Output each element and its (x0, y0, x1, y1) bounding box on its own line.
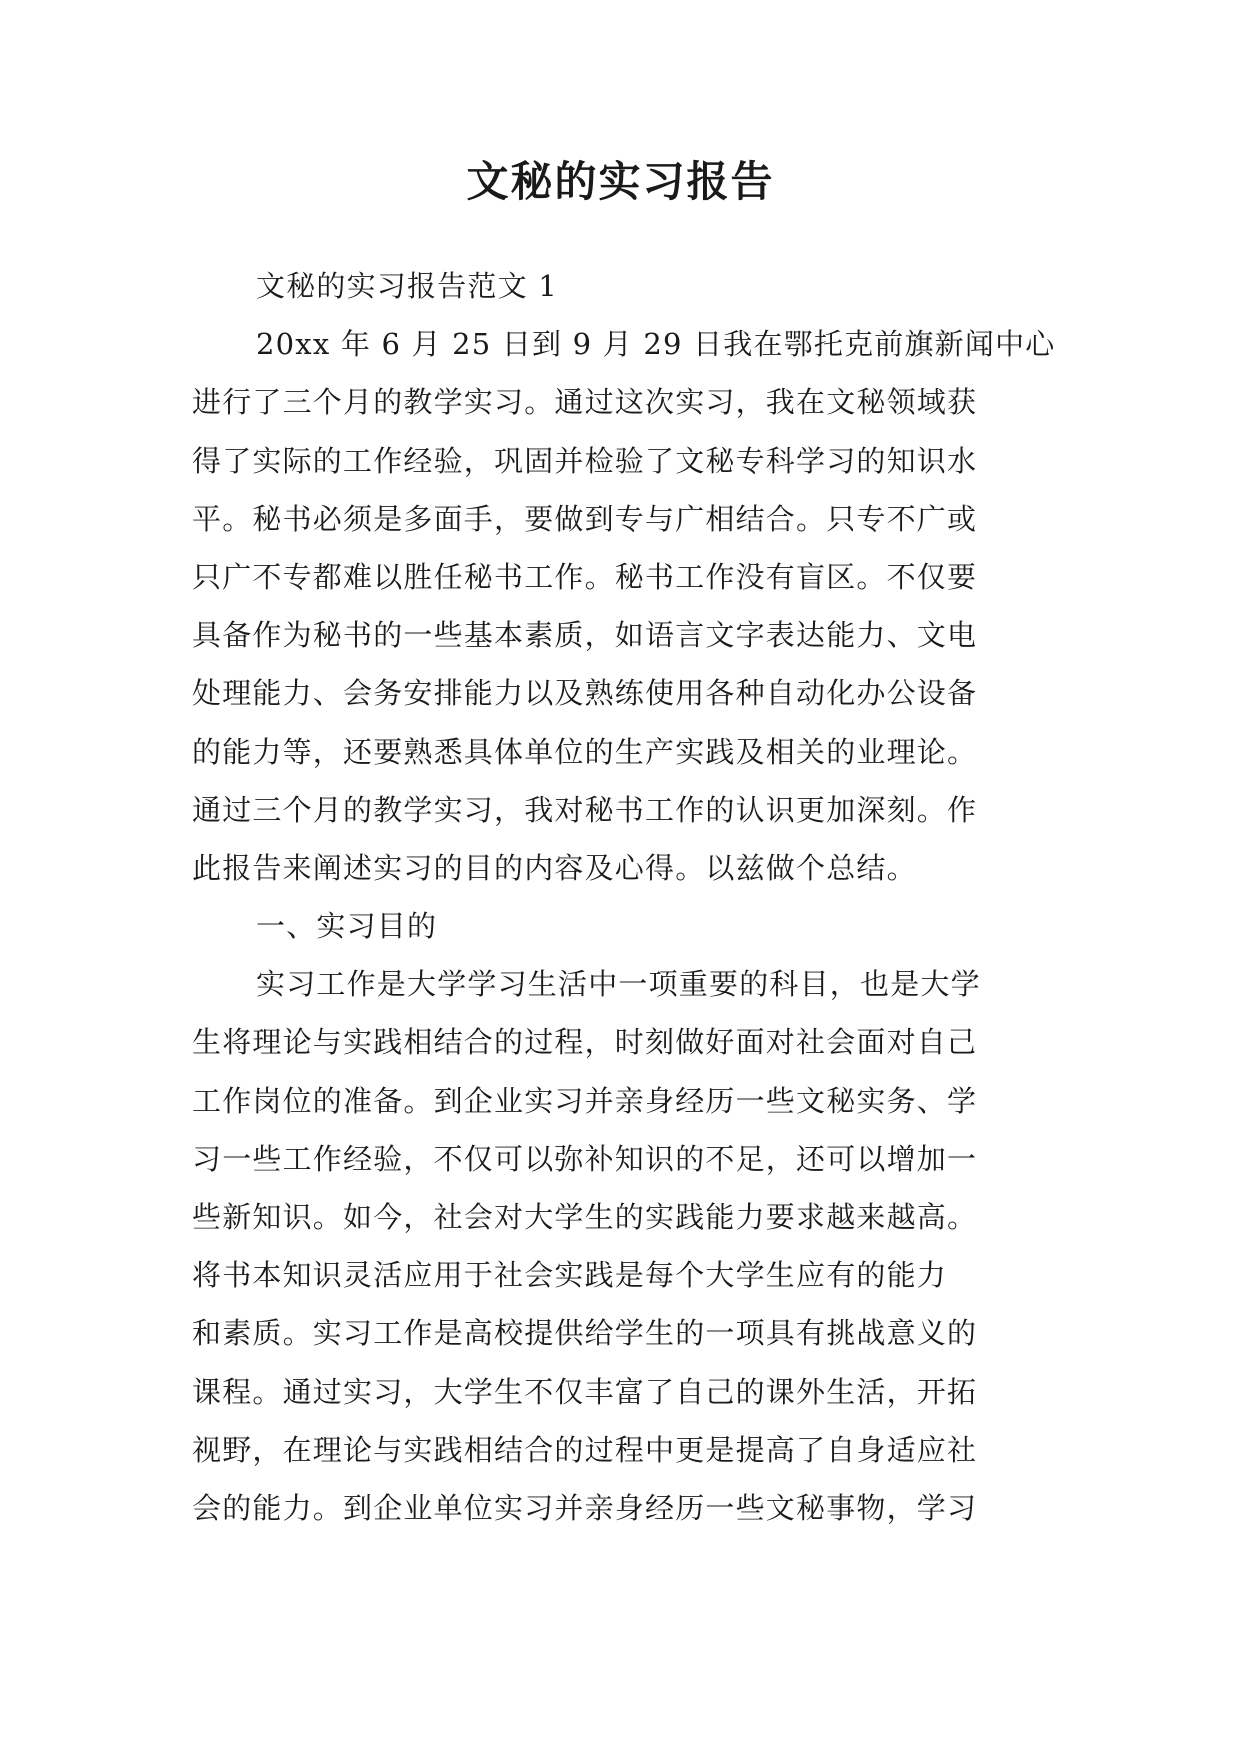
paragraph-line: 处理能力、会务安排能力以及熟练使用各种自动化办公设备 (192, 676, 978, 711)
section-heading: 文秘的实习报告范文 1 (256, 269, 558, 303)
section-heading: 一、实习目的 (256, 909, 438, 944)
paragraph-line: 20xx 年 6 月 25 日到 9 月 29 日我在鄂托克前旗新闻中心 (256, 327, 1056, 362)
paragraph-line: 实习工作是大学学习生活中一项重要的科目，也是大学 (256, 967, 981, 1002)
paragraph-line: 视野，在理论与实践相结合的过程中更是提高了自身适应社 (192, 1432, 978, 1467)
paragraph-line: 得了实际的工作经验，巩固并检验了文秘专科学习的知识水 (192, 443, 978, 478)
paragraph-line: 会的能力。到企业单位实习并亲身经历一些文秘事物，学习 (192, 1490, 978, 1525)
document-body (192, 257, 1062, 1537)
paragraph-line: 将书本知识灵活应用于社会实践是每个大学生应有的能力 (192, 1258, 948, 1293)
paragraph-line: 通过三个月的教学实习，我对秘书工作的认识更加深刻。作 (192, 792, 978, 827)
paragraph-line: 习一些工作经验，不仅可以弥补知识的不足，还可以增加一 (192, 1141, 978, 1176)
paragraph-line: 进行了三个月的教学实习。通过这次实习，我在文秘领域获 (192, 385, 978, 420)
paragraph-line: 生将理论与实践相结合的过程，时刻做好面对社会面对自己 (192, 1025, 978, 1060)
paragraph-line: 平。秘书必须是多面手，要做到专与广相结合。只专不广或 (192, 501, 978, 536)
paragraph-line: 些新知识。如今，社会对大学生的实践能力要求越来越高。 (192, 1200, 978, 1234)
paragraph-line: 此报告来阐述实习的目的内容及心得。以兹做个总结。 (192, 850, 917, 885)
document-title: 文秘的实习报告 (466, 157, 775, 206)
paragraph-line: 课程。通过实习，大学生不仅丰富了自己的课外生活，开拓 (192, 1374, 978, 1409)
paragraph-line: 工作岗位的准备。到企业实习并亲身经历一些文秘实务、学 (192, 1083, 978, 1118)
paragraph-line: 和素质。实习工作是高校提供给学生的一项具有挑战意义的 (192, 1316, 978, 1351)
paragraph-line: 具备作为秘书的一些基本素质，如语言文字表达能力、文电 (192, 618, 978, 653)
paragraph-line: 的能力等，还要熟悉具体单位的生产实践及相关的业理论。 (192, 734, 978, 769)
paragraph-line: 只广不专都难以胜任秘书工作。秘书工作没有盲区。不仅要 (192, 559, 978, 594)
